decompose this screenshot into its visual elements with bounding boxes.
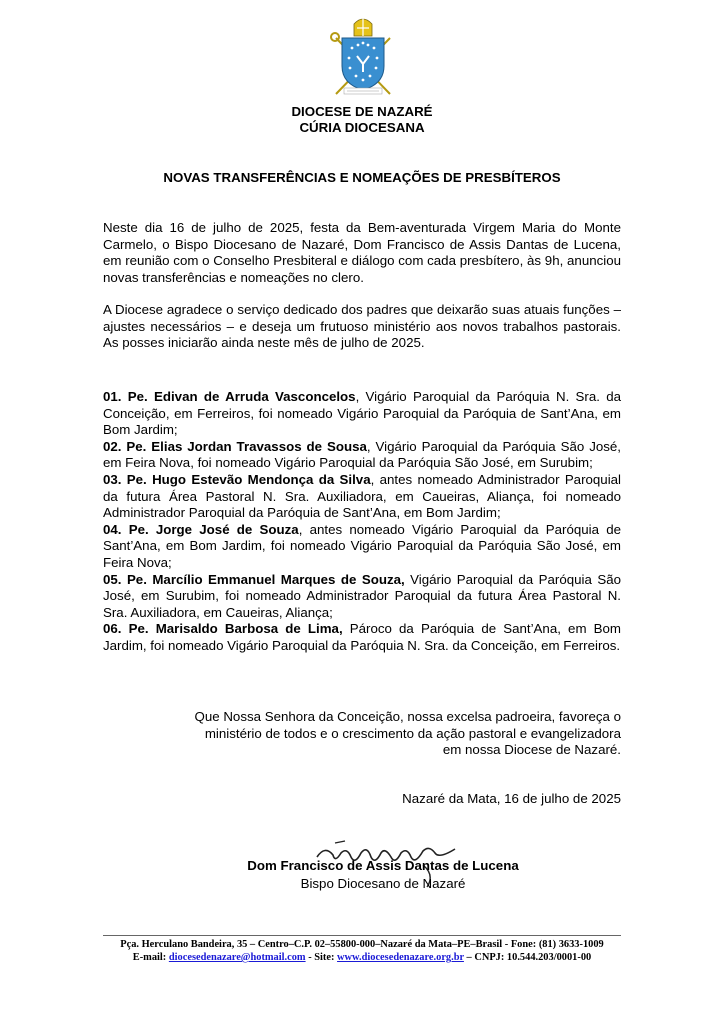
appointment-text: , Vigário Paroquial da Paróquia N. Sra. da Conceição, em Ferreiros, foi nomeado Vigário Paroquial da Paróquia de Sant’Ana, em Bom Jardim; (103, 389, 621, 438)
appointment-text: , Vigário Paroquial da Paróquia São José, em Feira Nova, foi nomeado Vigário Paroquial da Paróquia São José, em Surubim; (103, 438, 621, 471)
footer-address: Pça. Herculano Bandeira, 35 – Centro–C.P. 02–55800-000–Nazaré da Mata–PE–Brasil - Fone: (81) 3633-1009 (120, 939, 604, 950)
closing-line: ministério de todos e o crescimento da ação pastoral e evangelizadora (204, 725, 621, 741)
appointment-item (103, 522, 621, 572)
priest-name: 05. Pe. Marcílio Emmanuel Marques de Souza, (103, 571, 405, 587)
appointment-item (103, 572, 621, 622)
appointment-item (103, 389, 621, 439)
priest-name: 01. Pe. Edivan de Arruda Vasconcelos (103, 389, 356, 404)
appointments-list (103, 389, 621, 655)
signer-name: Dom Francisco de Assis Dantas de Lucena (247, 858, 519, 873)
footer-divider (103, 935, 621, 936)
closing-line: Que Nossa Senhora da Conceição, nossa excelsa padroeira, favoreça o (194, 709, 621, 724)
priest-name: 06. Pe. Marisaldo Barbosa de Lima, (103, 621, 343, 637)
priest-name: 02. Pe. Elias Jordan Travassos de Sousa (103, 438, 367, 454)
cnpj-text: – CNPJ: 10.544.203/0001-00 (463, 952, 592, 963)
place-date: Nazaré da Mata, 16 de julho de 2025 (402, 791, 621, 806)
intro-paragraph: Neste dia 16 de julho de 2025, festa da Bem-aventurada Virgem Maria do Monte Carmelo, o Bispo Diocesano de Nazaré, Dom Francisco de Assis Dantas de Lucena, em reunião com o Conselho Presbiteral e diálogo com cada presbítero, às 9h, anunciou novas transferências e nomeações no clero. (103, 220, 621, 285)
site-link[interactable]: www.diocesedenazare.org.br (337, 952, 464, 963)
closing-line: em nossa Diocese de Nazaré. (442, 742, 621, 758)
priest-name: 03. Pe. Hugo Estevão Mendonça da Silva (103, 471, 371, 487)
appointment-text: Vigário Paroquial da Paróquia São José, em Surubim, foi nomeado Administrador Paroquial da futura Área Pastoral N. Sra. Auxiliadora, em Caueiras, Aliança; (103, 571, 621, 620)
appointment-text: , antes nomeado Vigário Paroquial da Paróquia de Sant’Ana, em Bom Jardim, foi nomeado Vigário Paroquial da Paróquia São José, em Feira Nova; (103, 521, 621, 570)
appointment-item (103, 621, 621, 654)
signer-role: Bispo Diocesano de Nazaré (300, 876, 466, 891)
appointment-item (103, 472, 621, 522)
priest-name: 04. Pe. Jorge José de Souza (103, 521, 299, 537)
appointment-text: , antes nomeado Administrador Paroquial da futura Área Pastoral N. Sra. Auxiliadora, em Caueiras, Aliança, foi nomeado Administrador Paroquial da Paróquia de Sant’Ana, em Bom Jardim; (103, 471, 621, 521)
email-label: E-mail: (132, 952, 169, 963)
appointment-item (103, 439, 621, 472)
site-label: - Site: (305, 952, 338, 963)
footer-contact (0, 952, 724, 963)
closing-blessing (140, 709, 621, 759)
curia-name: CÚRIA DIOCESANA (299, 120, 425, 135)
thanks-paragraph: A Diocese agradece o serviço dedicado dos padres que deixarão suas atuais funções – ajustes necessários – e deseja um frutuoso ministério aos novos trabalhos pastorais. As posses iniciarão ainda neste mês de julho de 2025. (103, 302, 621, 351)
document-title: NOVAS TRANSFERÊNCIAS E NOMEAÇÕES DE PRESBÍTEROS (163, 170, 561, 185)
diocese-coat-of-arms (326, 14, 400, 96)
email-link[interactable]: diocesedenazare@hotmail.com (168, 952, 306, 963)
appointment-text: Pároco da Paróquia de Sant’Ana, em Bom Jardim, foi nomeado Vigário Paroquial da Paróquia N. Sra. da Conceição, em Ferreiros. (103, 621, 621, 653)
diocese-name: DIOCESE DE NAZARÉ (291, 104, 433, 119)
